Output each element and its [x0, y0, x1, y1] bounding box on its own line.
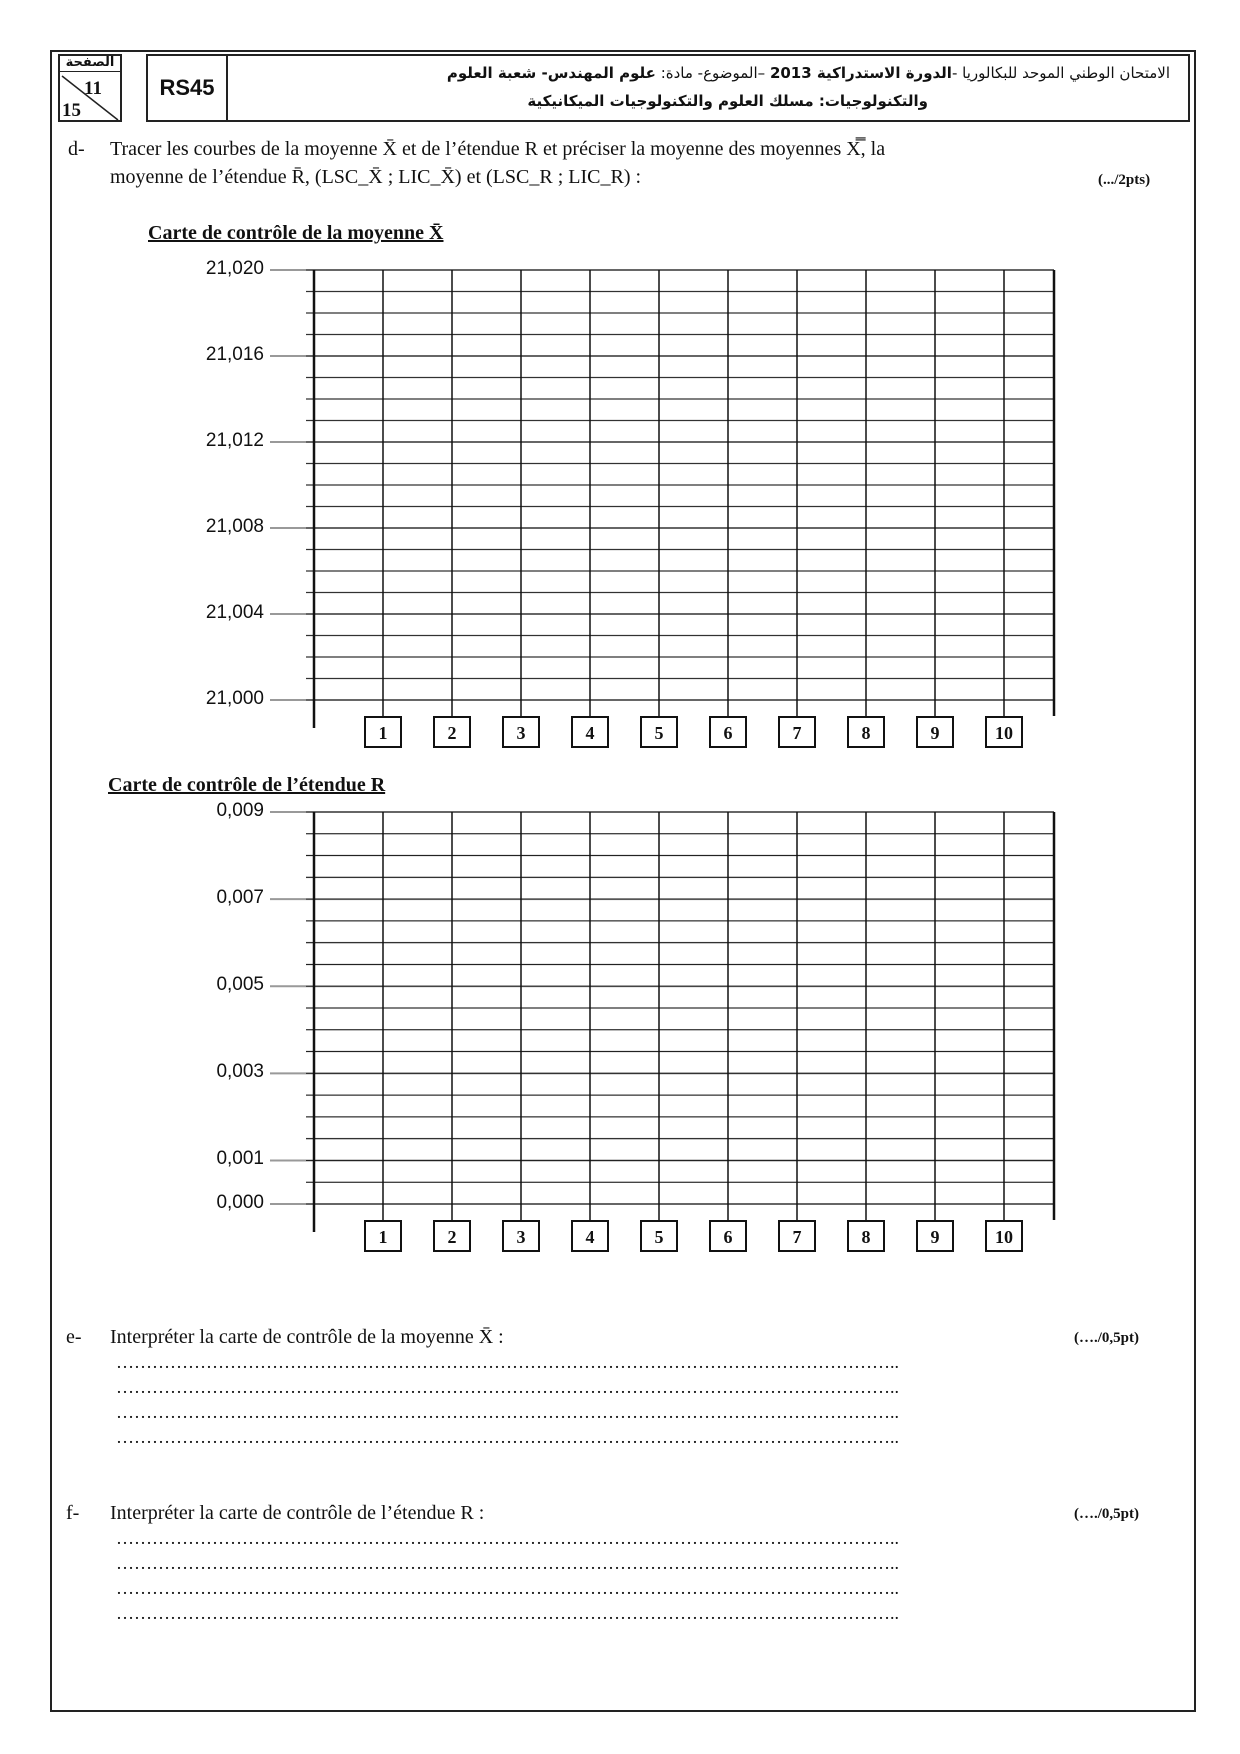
chart-range-title: Carte de contrôle de l’étendue R — [108, 774, 386, 796]
x-category-box: 1 — [364, 1220, 402, 1252]
x-category-box: 4 — [571, 716, 609, 748]
question-e-points: (…./0,5pt) — [1074, 1330, 1139, 1346]
x-category-box: 6 — [709, 1220, 747, 1252]
x-category-box: 1 — [364, 716, 402, 748]
answer-line-e1[interactable]: ………………………………………………………………………………………………………………….. — [116, 1352, 899, 1372]
answer-line-f4[interactable]: ………………………………………………………………………………………………………………….. — [116, 1603, 899, 1623]
x-category-box: 8 — [847, 1220, 885, 1252]
x-category-box: 10 — [985, 1220, 1023, 1252]
y-tick-label: 21,008 — [205, 516, 264, 537]
x-category-box: 7 — [778, 1220, 816, 1252]
x-category-box: 3 — [502, 716, 540, 748]
question-d-line2: moyenne de l’étendue R̄, (LSC_X̄ ; LIC_X̄) et (LSC_R ; LIC_R) : — [110, 166, 642, 188]
x-category-box: 6 — [709, 716, 747, 748]
y-tick-label: 0,003 — [216, 1061, 264, 1083]
x-category-box: 3 — [502, 1220, 540, 1252]
page-current: 11 — [84, 78, 102, 99]
y-tick-label: 21,000 — [205, 688, 264, 709]
x-category-box: 2 — [433, 716, 471, 748]
exam-code: RS45 — [146, 54, 228, 122]
question-f-text: Interpréter la carte de contrôle de l’étendue R : — [110, 1502, 485, 1524]
y-tick-label: 0,005 — [216, 974, 264, 996]
answer-line-f1[interactable]: ………………………………………………………………………………………………………………….. — [116, 1528, 899, 1548]
answer-line-e4[interactable]: ………………………………………………………………………………………………………………….. — [116, 1427, 899, 1447]
answer-line-f3[interactable]: ………………………………………………………………………………………………………………….. — [116, 1578, 899, 1598]
x-category-box: 2 — [433, 1220, 471, 1252]
y-tick-label: 0,001 — [216, 1148, 264, 1170]
exam-title-line2: والتكنولوجيات: مسلك العلوم والتكنولوجيات الميكانيكية — [527, 92, 928, 110]
x-category-box: 9 — [916, 716, 954, 748]
y-tick-label: 21,012 — [205, 430, 264, 451]
answer-line-f2[interactable]: ………………………………………………………………………………………………………………….. — [116, 1553, 899, 1573]
question-d-line1: Tracer les courbes de la moyenne X̄ et de l’étendue R et préciser la moyenne des moyennes X̿, la — [110, 138, 886, 160]
chart-mean-title: Carte de contrôle de la moyenne X̄ — [148, 222, 444, 244]
question-e-text: Interpréter la carte de contrôle de la moyenne X̄ : — [110, 1326, 504, 1348]
x-category-box: 7 — [778, 716, 816, 748]
y-tick-label: 21,016 — [205, 344, 264, 365]
question-e-letter: e- — [66, 1326, 82, 1348]
y-tick-label: 0,009 — [216, 800, 264, 821]
question-f-letter: f- — [66, 1502, 80, 1524]
page-label: الصفحة — [60, 53, 120, 72]
x-category-box: 10 — [985, 716, 1023, 748]
question-d-points: (.../2pts) — [1098, 172, 1151, 188]
y-tick-label: 0,000 — [216, 1192, 264, 1213]
y-tick-label: 21,004 — [205, 602, 264, 623]
exam-title-line1: الامتحان الوطني الموحد للبكالوريا -الدورة الاستدراكية 2013 –الموضوع- مادة: علوم المهندس- شعبة العلوم — [446, 64, 1170, 82]
answer-line-e3[interactable]: ………………………………………………………………………………………………………………….. — [116, 1402, 899, 1422]
y-tick-label: 0,007 — [216, 887, 264, 909]
question-d-letter: d- — [68, 138, 85, 160]
answer-line-e2[interactable]: ………………………………………………………………………………………………………………….. — [116, 1377, 899, 1397]
x-category-box: 5 — [640, 1220, 678, 1252]
question-f-points: (…./0,5pt) — [1074, 1506, 1139, 1522]
x-category-box: 5 — [640, 716, 678, 748]
x-category-box: 8 — [847, 716, 885, 748]
page-total: 15 — [62, 100, 81, 121]
x-category-box: 4 — [571, 1220, 609, 1252]
x-category-box: 9 — [916, 1220, 954, 1252]
y-tick-label: 21,020 — [205, 258, 264, 279]
